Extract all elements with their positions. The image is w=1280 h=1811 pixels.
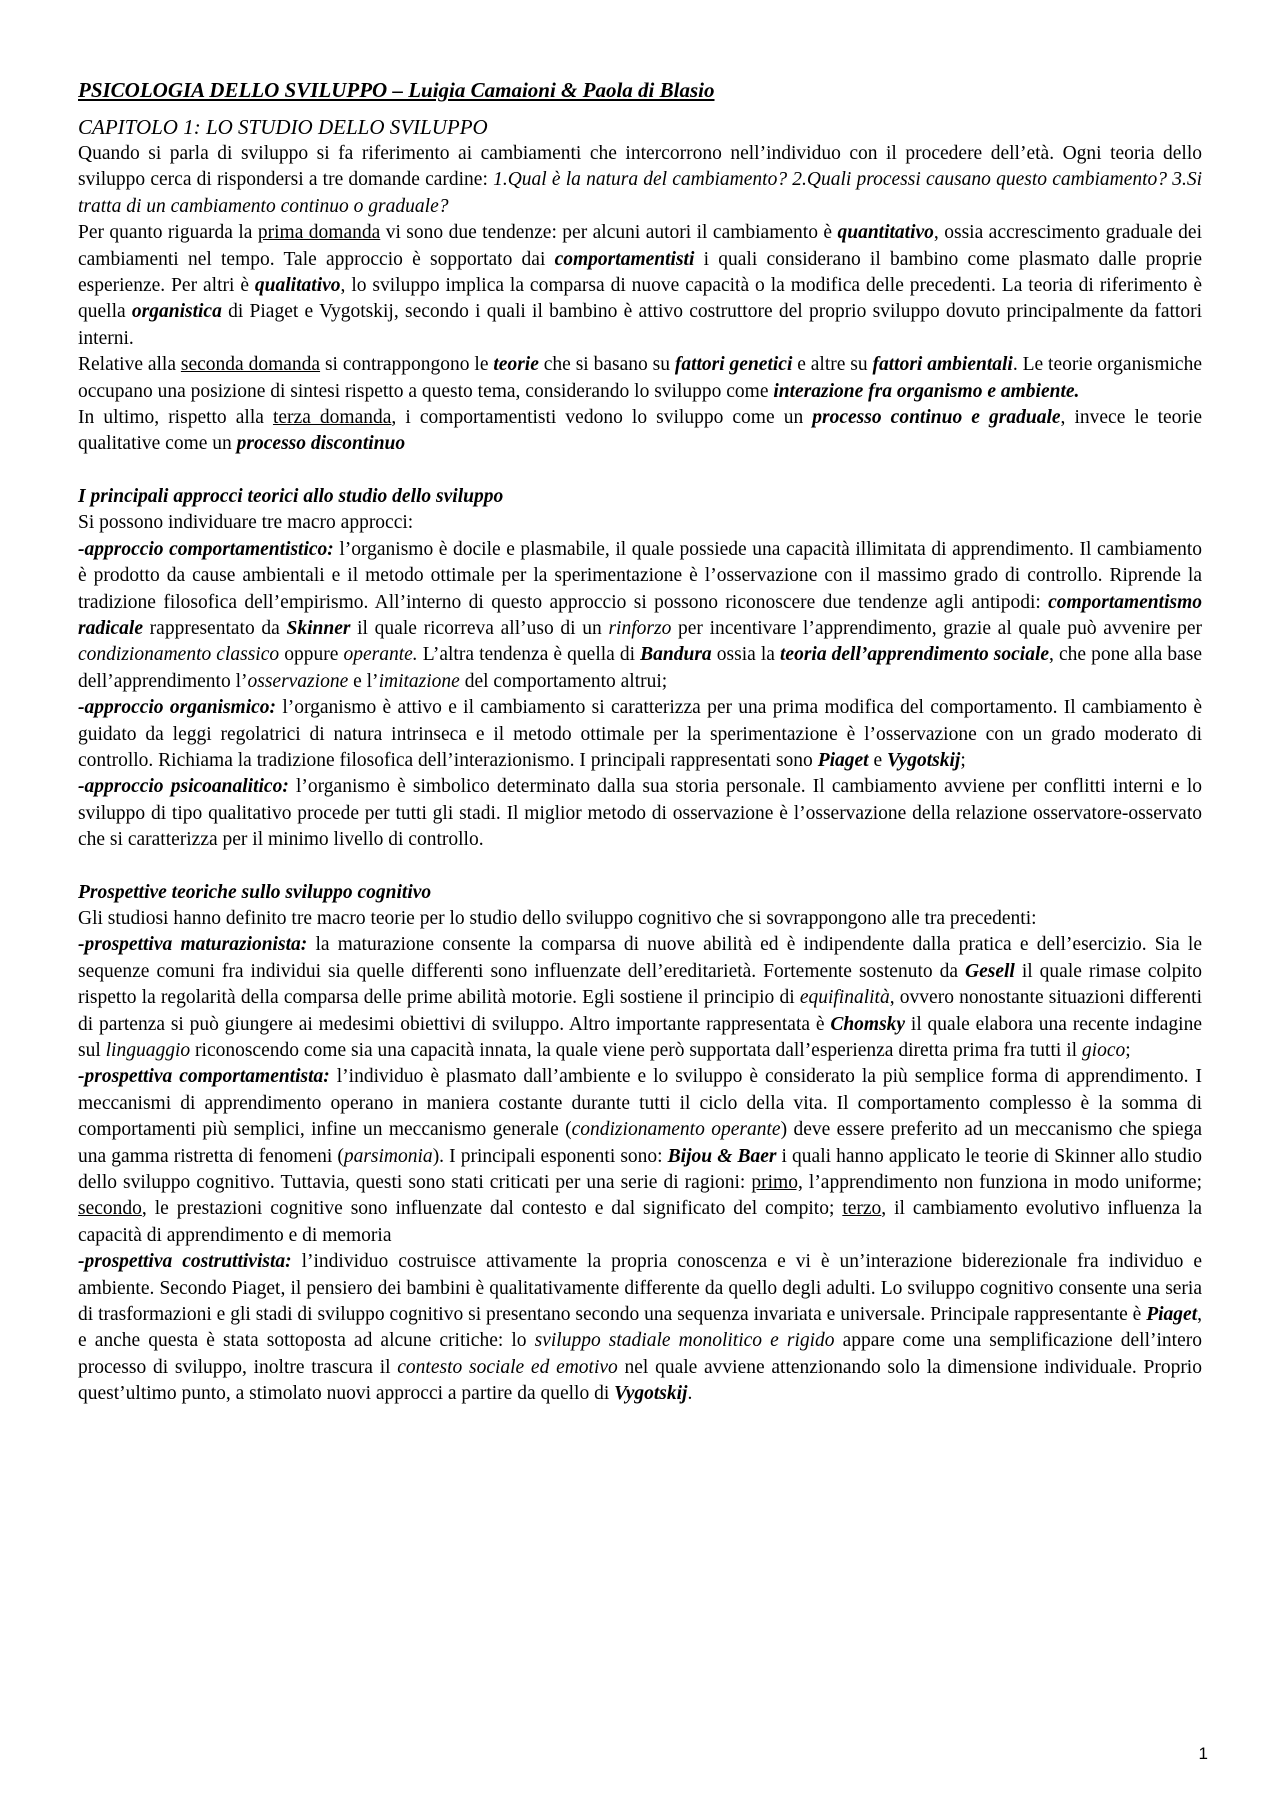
text-run: . [687, 1383, 693, 1405]
text-run: e l’ [348, 670, 379, 692]
intro-section [78, 141, 1202, 458]
paragraph [78, 510, 1202, 536]
text-run: Per quanto riguarda la [78, 222, 258, 244]
text-run: , invece le teorie qualitative come un [78, 407, 1202, 455]
text-run: fattori ambientali [872, 354, 1013, 376]
text-run: e altre su [792, 354, 873, 376]
text-run: gioco [1081, 1040, 1126, 1061]
text-run: Piaget [1146, 1304, 1198, 1326]
text-run: In ultimo, rispetto alla [78, 407, 273, 429]
page-number: 1 [1198, 1744, 1208, 1763]
text-run: che si basano su [538, 354, 675, 376]
text-run: Quando si parla di sviluppo si fa riferimento ai cambiamenti che intercorrono nell’individuo con il procedere dell’età. Ogni teoria dello sviluppo cerca di rispondersi a tre domande cardine: [78, 143, 1202, 191]
text-run: Bijou & Baer [667, 1145, 777, 1167]
text-run: -prospettiva maturazionista: [78, 934, 308, 956]
text-run: l’organismo è simbolico determinato dalla sua storia personale. Il cambiamento avviene per conflitti interni e lo sviluppo di tipo qualitativo procede per tutti gli stadi. Il miglior metodo di osservazione è l’osservazione della relazione osservatore-osservato che si caratterizza per il minimo livello di controllo. [78, 776, 1202, 851]
text-run: sviluppo stadiale monolitico e rigido [534, 1330, 835, 1352]
text-run: terza domanda [272, 407, 392, 429]
text-run: . Le teorie organismiche occupano una posizione di sintesi rispetto a questo tema, considerando lo sviluppo come [78, 354, 1202, 402]
section-approcci [78, 484, 1202, 854]
text-run: il quale elabora una recente indagine sul [78, 1013, 1202, 1061]
text-run: -approccio psicoanalitico: [78, 776, 289, 798]
text-run: 1.Qual è la natura del cambiamento? 2.Quali processi causano questo cambiamento? 3.Si tratta di un cambiamento continuo o graduale? [78, 169, 1202, 217]
text-run: teorie [493, 354, 539, 376]
page-content [78, 76, 1202, 1408]
text-run: processo discontinuo [236, 433, 406, 455]
text-run: , ossia accrescimento graduale dei cambiamenti nel tempo. Tale approccio è sopportato dai [78, 222, 1203, 270]
text-run: Gli studiosi hanno definito tre macro teorie per lo studio dello sviluppo cognitivo che si sovrappongono alle tra precedenti: [78, 907, 1037, 929]
text-run: vi sono due tendenze: per alcuni autori il cambiamento è [380, 222, 838, 244]
text-run: riconoscendo come sia una capacità innata, la quale viene però supportata dall’esperienza diretta prima fra tutti il [190, 1040, 1082, 1061]
text-run: condizionamento operante [571, 1119, 781, 1141]
text-run: primo, [751, 1172, 803, 1194]
text-run: organistica [131, 301, 222, 323]
text-run: quantitativo [837, 222, 934, 244]
text-run: parsimonia [343, 1145, 433, 1167]
text-run: fattori genetici [674, 354, 793, 376]
text-run: l’organismo è docile e plasmabile, il quale possiede una capacità illimitata di apprendimento. Il cambiamento è prodotto da cause ambientali e il metodo ottimale per la sperimentazione è l’osservazione con il massimo grado di controllo. Riprende la tradizione filosofica dell’empirismo. All’interno di questo approccio si possono riconoscere due tendenze agli antipodi: [78, 538, 1202, 613]
text-run: comportamentismo radicale [78, 591, 1202, 639]
text-run: -approccio comportamentistico: [78, 538, 334, 560]
text-run: ; [960, 749, 966, 771]
text-run: terzo [842, 1198, 882, 1220]
text-run: i quali considerano il bambino come plasmato dalle proprie esperienze. Per altri è [78, 248, 1202, 297]
text-run: Relative alla [78, 354, 181, 376]
text-run: del comportamento altrui; [459, 670, 668, 692]
text-run: Piaget [817, 749, 869, 771]
text-run: nel quale avviene attenzionando solo la dimensione individuale. Proprio quest’ultimo punto, a stimolato nuovi approcci a partire da quello di [78, 1356, 1202, 1405]
text-run: rinforzo [608, 617, 672, 639]
text-run: teoria dell’apprendimento sociale [780, 644, 1050, 666]
text-run: Vygotskij [614, 1383, 688, 1405]
text-run: , e anche questa è stata sottoposta ad alcune critiche: lo [78, 1304, 1202, 1352]
text-run: operante. [343, 644, 418, 666]
text-run: -approccio organismico: [78, 697, 277, 719]
text-run: imitazione [378, 670, 460, 692]
text-run: prima domanda [257, 222, 381, 244]
paragraph [78, 537, 1202, 695]
paragraph [78, 352, 1202, 405]
text-run: -prospettiva costruttivista: [78, 1251, 292, 1273]
text-run: processo continuo e graduale [812, 407, 1061, 429]
paragraph [78, 220, 1202, 352]
text-run: il quale ricorreva all’uso di un [350, 617, 609, 639]
text-run: , i comportamentisti vedono lo sviluppo come un [391, 407, 813, 429]
paragraph [78, 695, 1202, 774]
text-run: Chomsky [830, 1013, 906, 1035]
text-run: di Piaget e Vygotskij, secondo i quali il bambino è attivo costruttore del proprio sviluppo dovuto principalmente da fattori interni. [78, 301, 1202, 349]
text-run: L’altra tendenza è quella di [417, 644, 641, 666]
paragraph [78, 932, 1202, 1064]
text-run: ; [1125, 1040, 1131, 1061]
text-run: comportamentisti [554, 248, 695, 270]
paragraph [78, 141, 1202, 220]
text-run: l’individuo è plasmato dall’ambiente e lo sviluppo è considerato la più semplice forma di apprendimento. I meccanismi di apprendimento operano in maniera costante durante tutti il ciclo della vita. Il comportamento complesso è la somma di comportamenti più semplici, infine un meccanismo generale ( [78, 1066, 1202, 1141]
text-run: il quale rimase colpito rispetto la regolarità della comparsa delle prime abilità motorie. Egli sostiene il principio di [78, 960, 1203, 1009]
paragraph [78, 405, 1202, 458]
text-run: linguaggio [105, 1040, 191, 1061]
spacer [78, 458, 1202, 484]
text-run: rappresentato da [142, 617, 287, 639]
text-run: la maturazione consente la comparsa di nuove abilità ed è indipendente dalla pratica e dell’esercizio. Sia le sequenze comuni fra individui sia quelle differenti sono influenzate dell’ereditarietà. Fortemente sostenuto da [78, 934, 1202, 982]
paragraph [78, 1064, 1202, 1249]
text-run: Gesell [965, 960, 1015, 982]
text-run: ) deve essere preferito ad un meccanismo che spiega una gamma ristretta di fenomeni ( [78, 1119, 1202, 1167]
text-run: equifinalità [799, 987, 890, 1009]
text-run: l’apprendimento non funziona in modo uniforme; [802, 1172, 1203, 1194]
chapter-title: CAPITOLO 1: LO STUDIO DELLO SVILUPPO [78, 115, 488, 139]
text-run: oppure [279, 644, 344, 666]
section-title: I principali approcci teorici allo studio dello sviluppo [78, 485, 504, 507]
text-run: Si possono individuare tre macro approcci: [78, 512, 414, 534]
document-title: PSICOLOGIA DELLO SVILUPPO – Luigia Camaioni & Paola di Blasio [78, 78, 715, 102]
text-run: , lo sviluppo implica la comparsa di nuove capacità o la modifica delle precedenti. La teoria di riferimento è quella [78, 275, 1202, 323]
text-run: l’individuo costruisce attivamente la propria conoscenza e vi è un’interazione biderezionale fra individuo e ambiente. Secondo Piaget, il pensiero dei bambini è qualitativamente differente da quello degli adulti. Lo sviluppo cognitivo consente una seria di trasformazioni e gli stadi di sviluppo cognitivo si presentano secondo una sequenza invariata e universale. Principale rappresentante è [78, 1251, 1203, 1326]
text-run: l’organismo è attivo e il cambiamento si caratterizza per una prima modifica del comportamento. Il cambiamento è guidato da leggi regolatrici di natura intrinseca e il metodo ottimale per la sperimentazione è l’osservazione con un grado moderato di controllo. Richiama la tradizione filosofica dell’interazionismo. I principali rappresentati sono [78, 697, 1203, 771]
section-prospettive [78, 880, 1202, 1408]
text-run: Bandura [640, 644, 712, 666]
spacer [78, 854, 1202, 880]
text-run: , le prestazioni cognitive sono influenzate dal contesto e dal significato del compito; [141, 1198, 843, 1220]
text-run: , ovvero nonostante situazioni differenti di partenza si può giungere ai medesimi obiettivi di sviluppo. Altro importante rappresentata è [78, 987, 1202, 1035]
text-run: appare come una semplificazione dell’intero processo di sviluppo, inoltre trascura il [78, 1330, 1202, 1378]
text-run: , che pone alla base dell’apprendimento l’ [78, 644, 1202, 692]
text-run: i quali hanno applicato le teorie di Skinner allo studio dello sviluppo cognitivo. Tuttavia, questi sono stati criticati per una serie di ragioni: [78, 1145, 1202, 1194]
paragraph [78, 774, 1202, 853]
text-run: e [868, 749, 887, 771]
text-run: Vygotskij [887, 749, 961, 771]
text-run: , il cambiamento evolutivo influenza la capacità di apprendimento e di memoria [78, 1198, 1202, 1246]
text-run: qualitativo [254, 275, 341, 297]
text-run: osservazione [247, 670, 349, 692]
text-run: Skinner [286, 617, 351, 639]
text-run: si contrappongono le [320, 354, 494, 376]
text-run: condizionamento classico [78, 644, 280, 666]
paragraph [78, 1249, 1202, 1407]
paragraph [78, 906, 1202, 932]
text-run: contesto sociale ed emotivo [397, 1356, 618, 1378]
text-run: -prospettiva comportamentista: [78, 1066, 330, 1088]
text-run: ). I principali esponenti sono: [432, 1145, 668, 1167]
text-run: secondo [78, 1198, 142, 1220]
text-run: ossia la [711, 644, 780, 666]
section-title: Prospettive teoriche sullo sviluppo cognitivo [78, 881, 432, 903]
text-run: seconda domanda [180, 354, 321, 376]
text-run: per incentivare l’apprendimento, grazie al quale può avvenire per [671, 617, 1203, 639]
text-run: interazione fra organismo e ambiente. [773, 380, 1080, 402]
